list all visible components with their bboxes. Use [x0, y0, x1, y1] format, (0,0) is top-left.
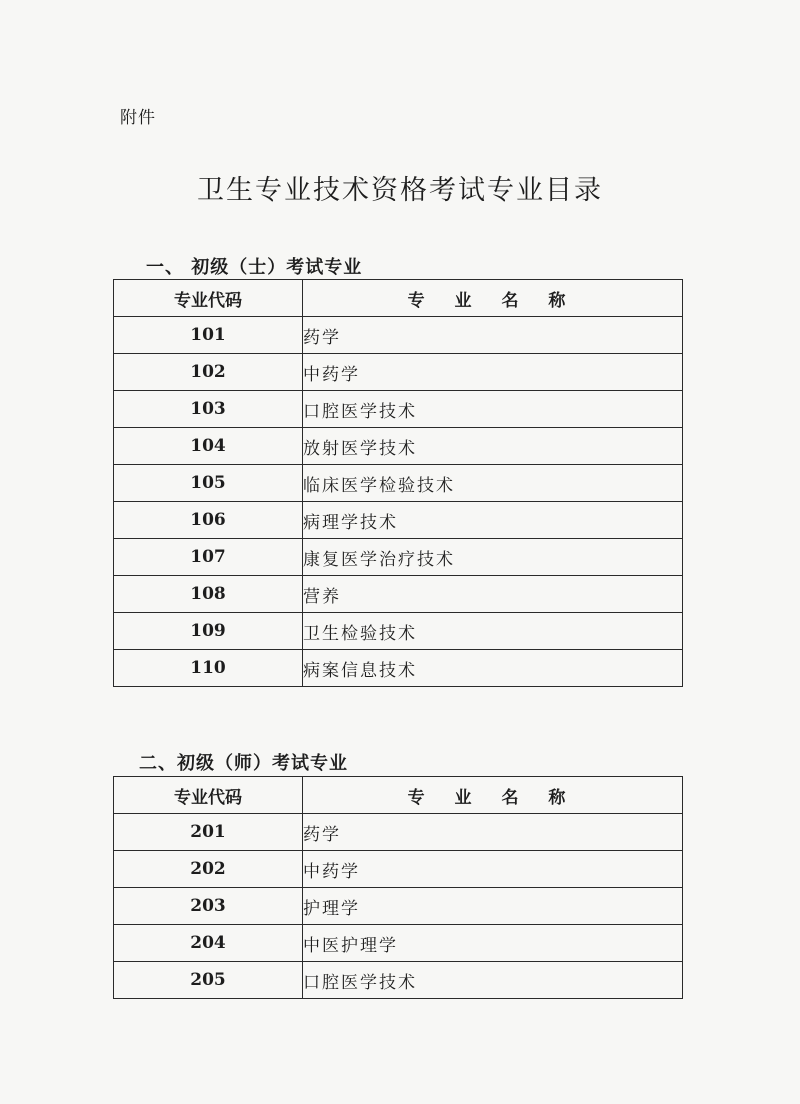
table-header-row [114, 777, 683, 814]
specialty-name: 卫生检验技术 [303, 613, 683, 650]
specialty-code: 109 [114, 613, 303, 650]
specialty-code: 102 [114, 354, 303, 391]
specialty-name: 中药学 [303, 354, 683, 391]
specialty-code: 103 [114, 391, 303, 428]
table-row [114, 925, 683, 962]
specialty-name: 药学 [303, 814, 683, 851]
catalog-table-junior-shi [113, 279, 683, 687]
table-row [114, 814, 683, 851]
catalog-table-junior-shi-teacher [113, 776, 683, 999]
specialty-code: 203 [114, 888, 303, 925]
specialty-name: 病理学技术 [303, 502, 683, 539]
table-row [114, 354, 683, 391]
table-row [114, 613, 683, 650]
specialty-name: 口腔医学技术 [303, 391, 683, 428]
table-row [114, 888, 683, 925]
table-row [114, 962, 683, 999]
table-row [114, 317, 683, 354]
specialty-code: 108 [114, 576, 303, 613]
specialty-code: 110 [114, 650, 303, 687]
specialty-code: 201 [114, 814, 303, 851]
specialty-code: 204 [114, 925, 303, 962]
column-header-name: 专 业 名 称 [303, 777, 683, 814]
specialty-name: 临床医学检验技术 [303, 465, 683, 502]
table-row [114, 539, 683, 576]
specialty-name: 药学 [303, 317, 683, 354]
specialty-code: 104 [114, 428, 303, 465]
specialty-name: 中药学 [303, 851, 683, 888]
table-row [114, 650, 683, 687]
table-row [114, 851, 683, 888]
specialty-name: 放射医学技术 [303, 428, 683, 465]
specialty-name: 中医护理学 [303, 925, 683, 962]
table-row [114, 502, 683, 539]
specialty-code: 205 [114, 962, 303, 999]
document-title: 卫生专业技术资格考试专业目录 [197, 175, 603, 206]
column-header-code: 专业代码 [114, 280, 303, 317]
table-row [114, 428, 683, 465]
specialty-name: 口腔医学技术 [303, 962, 683, 999]
section-heading-junior-shi-teacher: 二、初级（师）考试专业 [139, 753, 348, 774]
specialty-name: 康复医学治疗技术 [303, 539, 683, 576]
specialty-name: 病案信息技术 [303, 650, 683, 687]
table-row [114, 465, 683, 502]
specialty-name: 护理学 [303, 888, 683, 925]
column-header-name: 专 业 名 称 [303, 280, 683, 317]
table-row [114, 391, 683, 428]
specialty-code: 202 [114, 851, 303, 888]
specialty-code: 101 [114, 317, 303, 354]
attachment-label: 附件 [120, 108, 156, 128]
specialty-code: 106 [114, 502, 303, 539]
specialty-code: 107 [114, 539, 303, 576]
table-row [114, 576, 683, 613]
specialty-code: 105 [114, 465, 303, 502]
column-header-code: 专业代码 [114, 777, 303, 814]
section-heading-junior-shi: 一、 初级（士）考试专业 [146, 257, 363, 278]
specialty-name: 营养 [303, 576, 683, 613]
table-header-row [114, 280, 683, 317]
